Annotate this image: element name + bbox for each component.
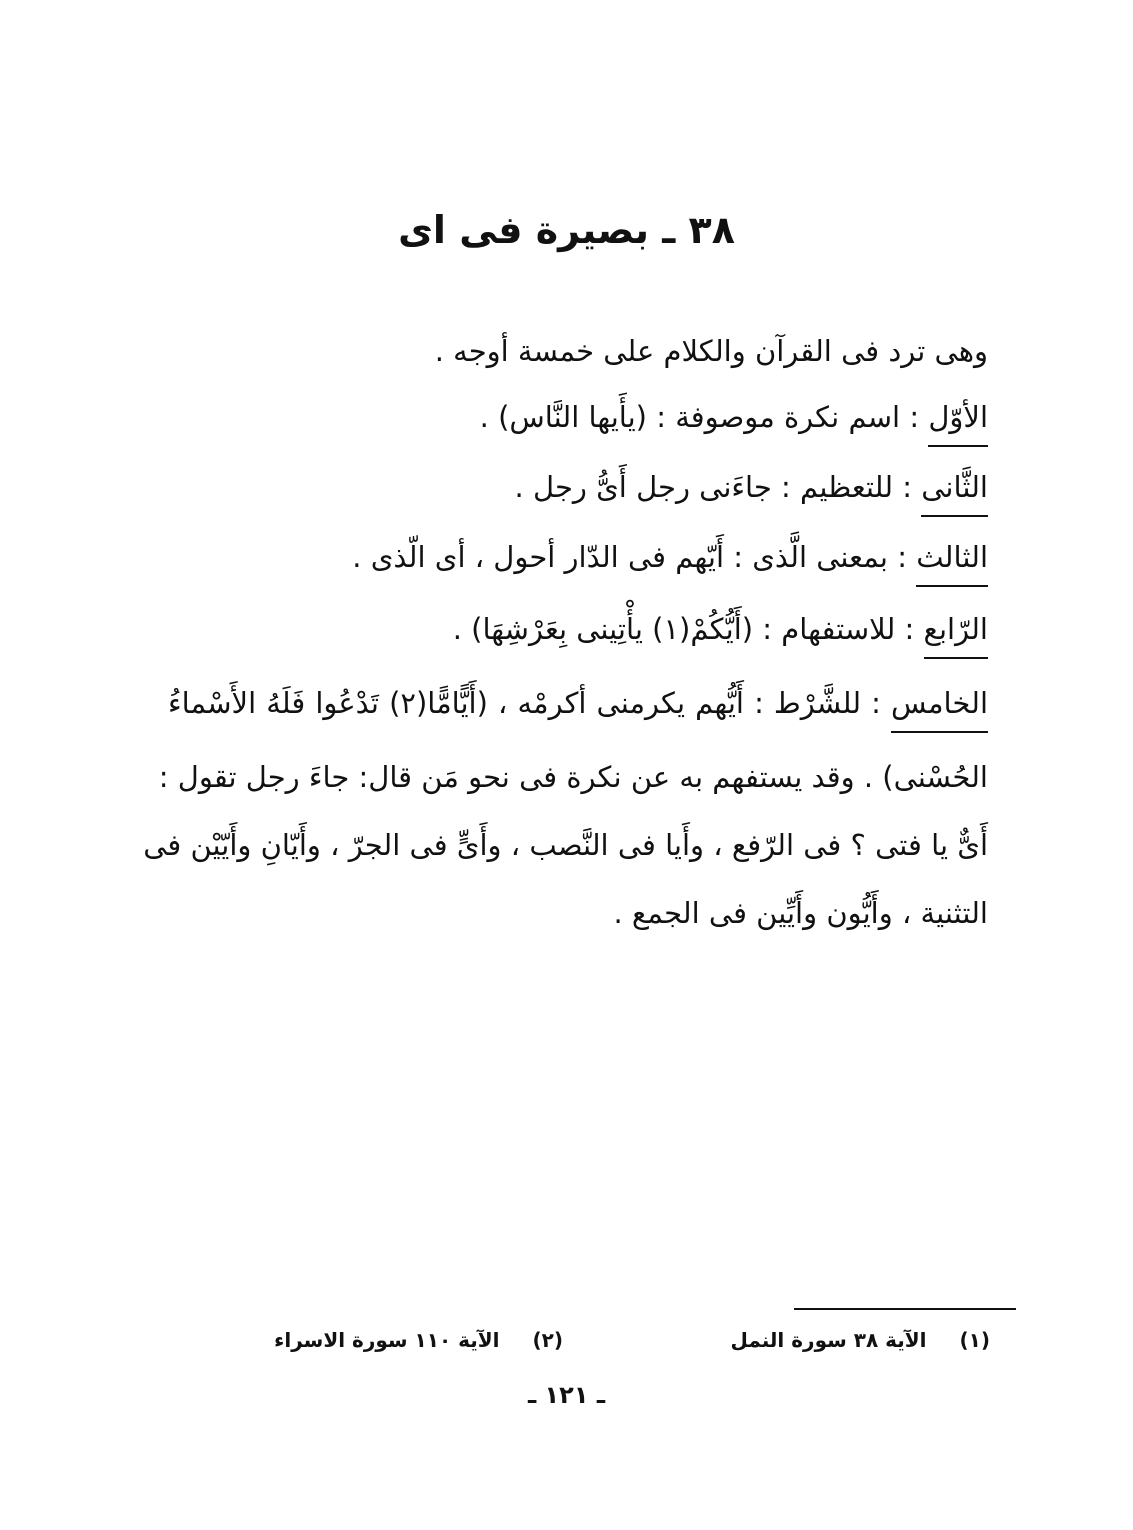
item-second	[515, 464, 988, 517]
paragraph-line: أَىٌّ يا فتى ؟ فى الرّفع ، وأَيا فى النَّصب ، وأَىٍّ فى الجرّ ، وأَيّانِ وأَيّيْن فى	[143, 828, 988, 862]
item-third	[352, 534, 988, 587]
item-text: : للتعظيم : جاءَنى رجل أَىُّ رجل .	[514, 470, 913, 504]
footnote-1	[731, 1325, 991, 1355]
footnote-number: (١)	[959, 1328, 990, 1352]
item-first	[480, 394, 988, 447]
page-number: ـ ١٢١ ـ	[527, 1381, 606, 1409]
paragraph-line: الحُسْنى) . وقد يستفهم به عن نكرة فى نحو مَن قال: جاءَ رجل تقول :	[158, 760, 988, 794]
item-fifth	[168, 680, 988, 733]
section-title: ٣٨ ـ بصيرة فى اى	[398, 208, 735, 252]
item-text: : للاستفهام : (أَيُّكُمْ(١) يأْتِينى بِعَرْشِهَا) .	[452, 612, 915, 646]
footnote-divider	[794, 1308, 1016, 1310]
item-term: الرّابع	[924, 611, 988, 659]
footnote-text: الآية ٣٨ سورة النمل	[730, 1328, 927, 1352]
footnote-text: الآية ١١٠ سورة الاسراء	[274, 1328, 500, 1352]
item-text: : بمعنى الَّذى : أَيّهم فى الدّار أحول ، أى الّذى .	[352, 540, 907, 574]
item-text: : للشَّرْط : أَيُّهم يكرمنى أكرمْه ، (أَيًّامًّا(٢) تَدْعُوا فَلَهُ الأَسْماءُ	[168, 686, 881, 720]
paragraph-line: التثنية ، وأَيُّون وأَيِّين فى الجمع .	[613, 896, 988, 930]
item-term: الثَّانى	[921, 469, 988, 517]
item-term: الخامس	[891, 685, 988, 733]
item-text: : اسم نكرة موصوفة : (يأَيها النَّاس) .	[479, 400, 920, 434]
item-term: الثالث	[916, 539, 988, 587]
item-term: الأوّل	[928, 399, 988, 447]
item-fourth	[453, 606, 988, 659]
footnote-number: (٢)	[532, 1328, 563, 1352]
intro-line: وهى ترد فى القرآن والكلام على خمسة أوجه .	[434, 334, 988, 368]
footnote-2	[274, 1325, 563, 1355]
